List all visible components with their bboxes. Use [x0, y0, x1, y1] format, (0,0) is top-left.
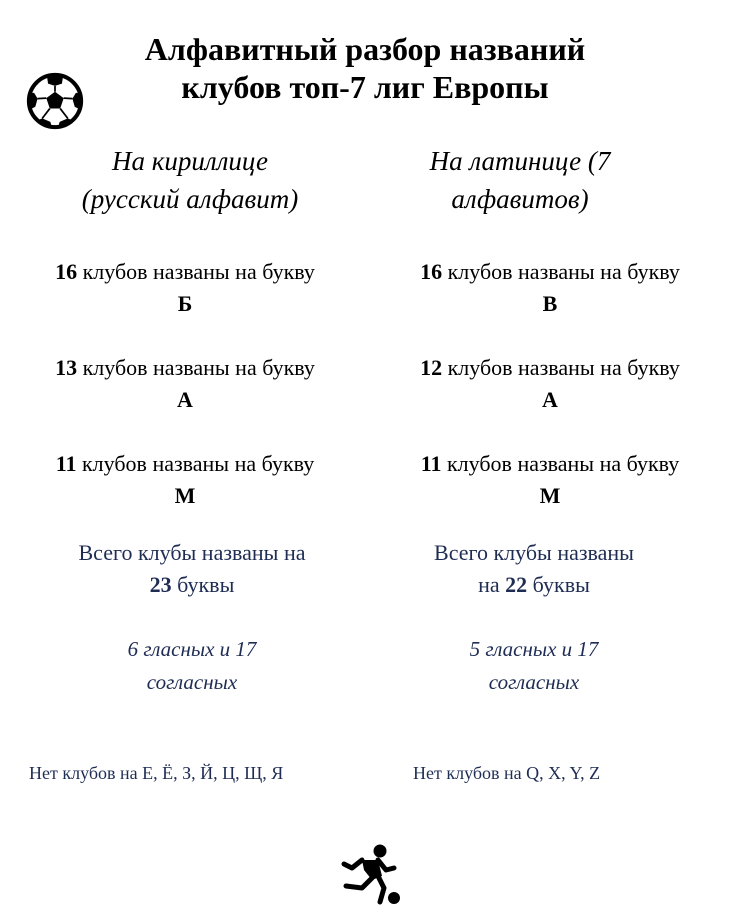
soccer-player-icon — [338, 842, 404, 906]
right-vc-line-2: согласных — [488, 670, 580, 694]
left-total — [42, 537, 342, 601]
left-fact-3 — [5, 448, 365, 512]
right-fact-3 — [370, 448, 730, 512]
left-total-line-1: Всего клубы названы на — [78, 540, 306, 565]
left-fact-1-letter: Б — [177, 291, 193, 316]
right-fact-1-text: клубов названы на букву — [442, 259, 680, 284]
right-vowels-consonants — [384, 633, 684, 699]
left-total-number: 23 — [149, 572, 172, 597]
right-fact-2-count: 12 — [420, 355, 443, 380]
left-column-heading — [40, 142, 340, 218]
right-fact-1-count: 16 — [420, 259, 443, 284]
left-total-suffix: буквы — [171, 572, 235, 597]
title-line-2: клубов топ-7 лиг Европы — [181, 69, 549, 105]
right-no-clubs: Нет клубов на Q, X, Y, Z — [413, 763, 601, 783]
left-vc-line-2: согласных — [146, 670, 238, 694]
left-fact-2-count: 13 — [55, 355, 78, 380]
right-fact-3-letter: M — [539, 483, 561, 508]
right-vc-line-1: 5 гласных и 17 — [469, 637, 599, 661]
left-vowels-consonants — [42, 633, 342, 699]
right-fact-3-count: 11 — [420, 451, 442, 476]
left-fact-3-count: 11 — [55, 451, 77, 476]
left-fact-3-text: клубов названы на букву — [76, 451, 315, 476]
left-heading-line-2: (русский алфавит) — [81, 184, 299, 214]
right-total — [384, 537, 684, 601]
left-fact-3-letter: М — [174, 483, 196, 508]
right-heading-line-1: На латинице (7 — [429, 146, 611, 176]
title-line-1: Алфавитный разбор названий — [144, 31, 586, 67]
right-fact-1-letter: B — [542, 291, 558, 316]
left-fact-1 — [5, 256, 365, 320]
right-fact-2-text: клубов названы на букву — [442, 355, 680, 380]
left-heading-line-1: На кириллице — [111, 146, 269, 176]
right-total-line-1: Всего клубы названы — [434, 540, 634, 565]
left-fact-2-letter: А — [177, 387, 193, 412]
right-heading-line-2: алфавитов) — [451, 184, 589, 214]
right-fact-3-text: клубов названы на букву — [441, 451, 680, 476]
right-fact-2 — [370, 352, 730, 416]
left-fact-1-count: 16 — [55, 259, 78, 284]
left-fact-2-text: клубов названы на букву — [77, 355, 315, 380]
right-fact-2-letter: A — [542, 387, 558, 412]
left-fact-1-text: клубов названы на букву — [77, 259, 315, 284]
right-total-mid: на — [478, 572, 506, 597]
left-fact-2 — [5, 352, 365, 416]
right-total-suffix: буквы — [527, 572, 590, 597]
left-vc-line-1: 6 гласных и 17 — [127, 637, 257, 661]
page-title — [0, 30, 730, 106]
right-column-heading — [370, 142, 670, 218]
soccer-ball-icon — [26, 72, 84, 130]
right-fact-1 — [370, 256, 730, 320]
left-no-clubs: Нет клубов на Е, Ё, З, Й, Ц, Щ, Я — [29, 763, 284, 783]
right-total-number: 22 — [505, 572, 528, 597]
